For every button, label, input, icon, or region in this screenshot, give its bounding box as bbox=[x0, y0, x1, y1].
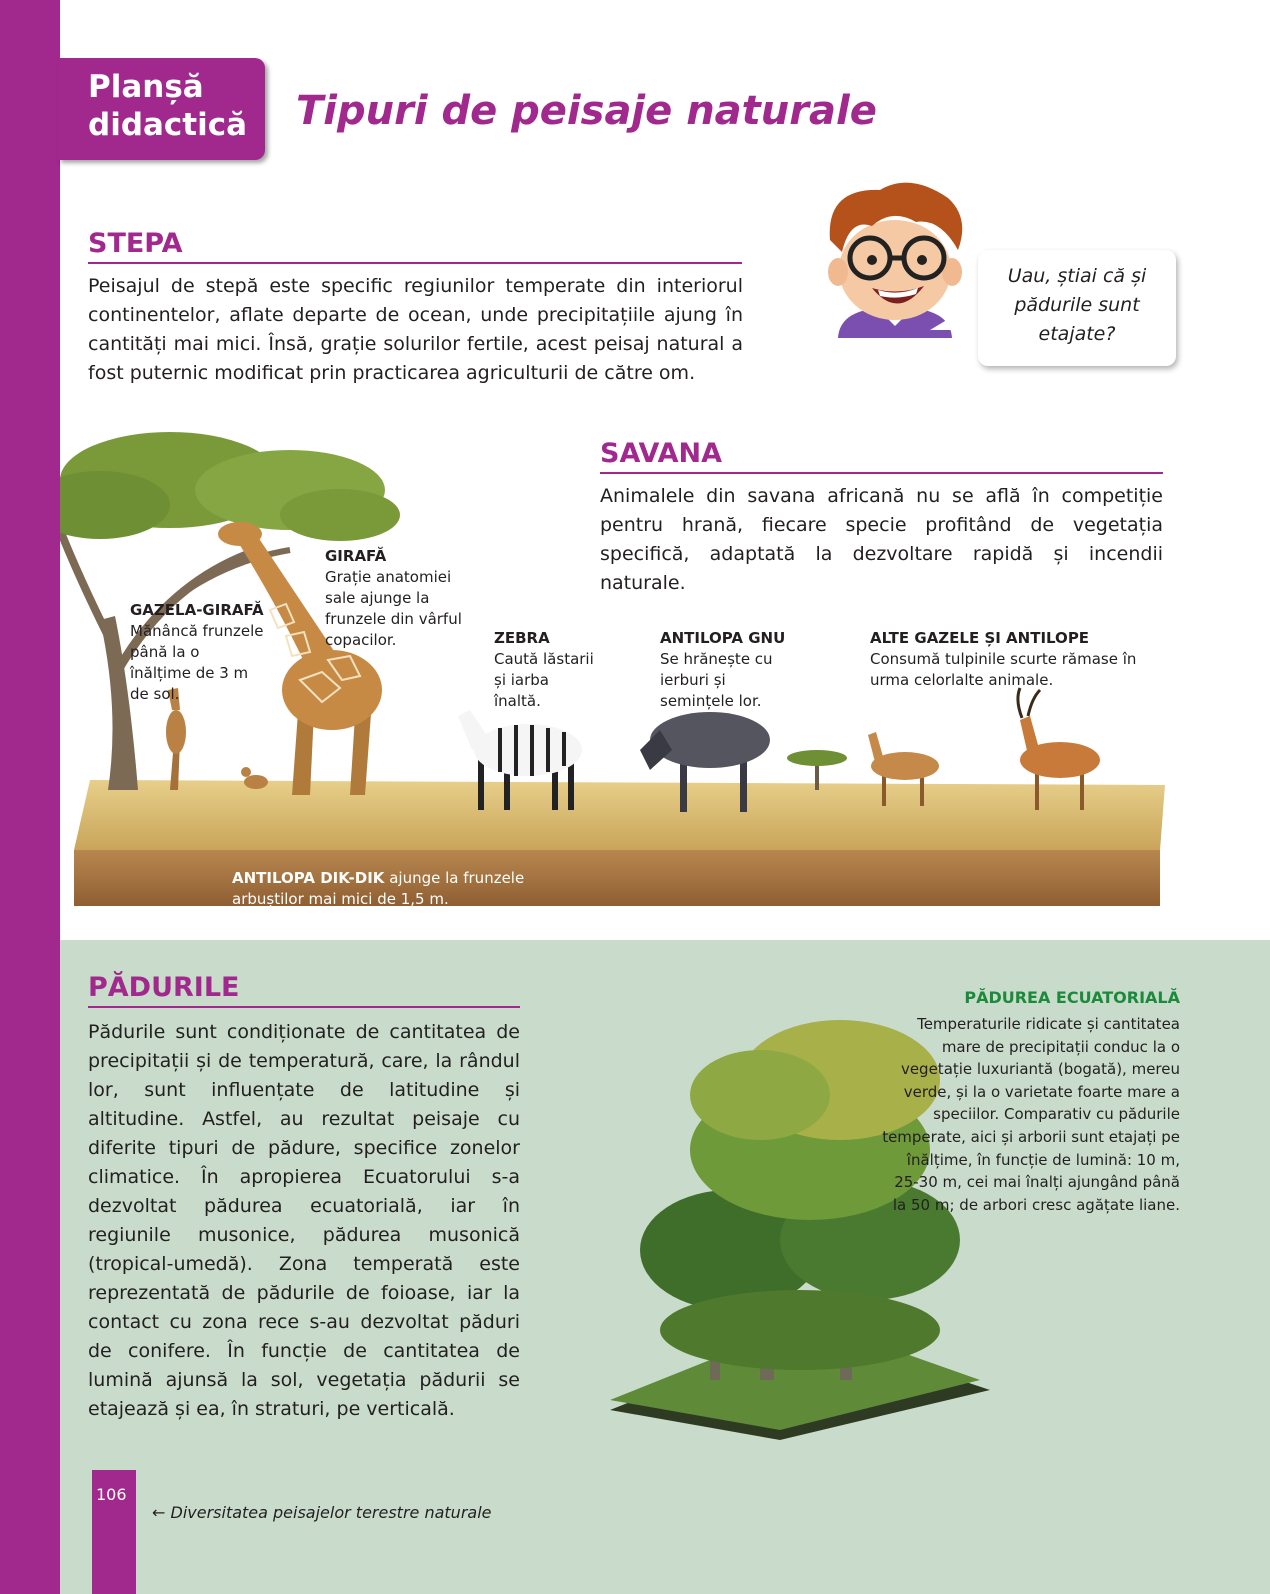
zebra-name: ZEBRA bbox=[494, 629, 550, 647]
gazela-name: GAZELA-GIRAFĂ bbox=[130, 601, 264, 619]
label-antilopa-gnu bbox=[660, 628, 800, 712]
back-link[interactable] bbox=[152, 1503, 491, 1522]
label-gazela-girafa bbox=[130, 600, 265, 705]
forest-info-box bbox=[880, 988, 1180, 1216]
page-title: Tipuri de peisaje naturale bbox=[296, 88, 877, 134]
label-zebra bbox=[494, 628, 594, 712]
badge-line-1: Planșă bbox=[88, 69, 204, 105]
gnu-desc: Se hrănește cu ierburi și semințele lor. bbox=[660, 650, 773, 710]
speech-bubble: Uau, știai că și pădurile sunt etajate? bbox=[978, 250, 1176, 366]
girafa-desc: Grație anatomiei sale ajunge la frunzele din vârful copacilor. bbox=[325, 568, 462, 649]
label-alte-gazele bbox=[870, 628, 1140, 691]
ecuatoriala-heading: PĂDUREA ECUATORIALĂ bbox=[964, 988, 1180, 1007]
left-color-bar bbox=[0, 0, 60, 1594]
dikdik-desc: ajunge la frunzele arbuștilor mai mici de 1,5 m. bbox=[232, 869, 525, 908]
alte-desc: Consumă tulpinile scurte rămase în urma celorlalte animale. bbox=[870, 650, 1137, 689]
dikdik-name: ANTILOPA DIK-DIK bbox=[232, 869, 385, 887]
label-girafa bbox=[325, 546, 473, 651]
savana-heading: SAVANA bbox=[600, 438, 1163, 474]
lesson-badge bbox=[58, 58, 265, 160]
label-antilopa-dik-dik bbox=[232, 868, 532, 910]
paduri-paragraph: Pădurile sunt condiționate de cantitatea de precipitații și de temperatură, care, la rândul lor, sunt influențate de latitudine și altitudine. Astfel, au rezultat peisaje cu diferite tipuri de pădure, specifice zonelor climatice. În apropierea Ecuatorului s-a dezvoltat pădurea ecuatorială, iar în regiunile musonice, pădurea musonică (tropical-umedă). Zona temperată este reprezentată de pădurile de foioase, iar la contact cu zona rece s-au dezvoltat păduri de conifere. În funcție de cantitatea de lumină ajunsă la sol, vegetația pădurii se etajează și ea, în straturi, pe verticală. bbox=[88, 1021, 520, 1420]
savana-paragraph: Animalele din savana africană nu se află în competiție pentru hrană, fiecare specie profitând de vegetația specifică, adaptată la dezvoltare rapidă și incendii naturale. bbox=[600, 485, 1163, 594]
zebra-desc: Caută lăstarii și iarba înaltă. bbox=[494, 650, 594, 710]
stepa-heading: STEPA bbox=[88, 228, 742, 264]
gazela-desc: Mănâncă frunzele până la o înălțime de 3 m de sol. bbox=[130, 622, 264, 703]
badge-line-2: didactică bbox=[88, 107, 248, 143]
alte-name: ALTE GAZELE ȘI ANTILOPE bbox=[870, 629, 1090, 647]
back-link-label: Diversitatea peisajelor terestre naturale bbox=[170, 1503, 492, 1522]
gnu-name: ANTILOPA GNU bbox=[660, 629, 786, 647]
paduri-heading: PĂDURILE bbox=[88, 972, 520, 1008]
back-arrow-icon: ← bbox=[152, 1503, 166, 1522]
girafa-name: GIRAFĂ bbox=[325, 547, 387, 565]
ecuatoriala-paragraph: Temperaturile ridicate și cantitatea mare de precipitații conduc la o vegetație luxuriantă (bogată), mereu verde, și la o varietate foarte mare a speciilor. Comparativ cu pădurile temperate, aici și arborii sunt etajați pe înălțime, în funcție de lumină: 10 m, 25-30 m, cei mai înalți ajungând până la 50 m; de arbori cresc agățate liane. bbox=[882, 1015, 1180, 1214]
stepa-paragraph: Peisajul de stepă este specific regiunilor temperate din interiorul continentelor, aflate departe de ocean, unde precipitațiile ajung în cantități mai mici. Însă, grație solurilor fertile, acest peisaj natural a fost puternic modificat prin practicarea agriculturii de către om. bbox=[88, 275, 743, 384]
page-number: 106 bbox=[96, 1485, 127, 1504]
